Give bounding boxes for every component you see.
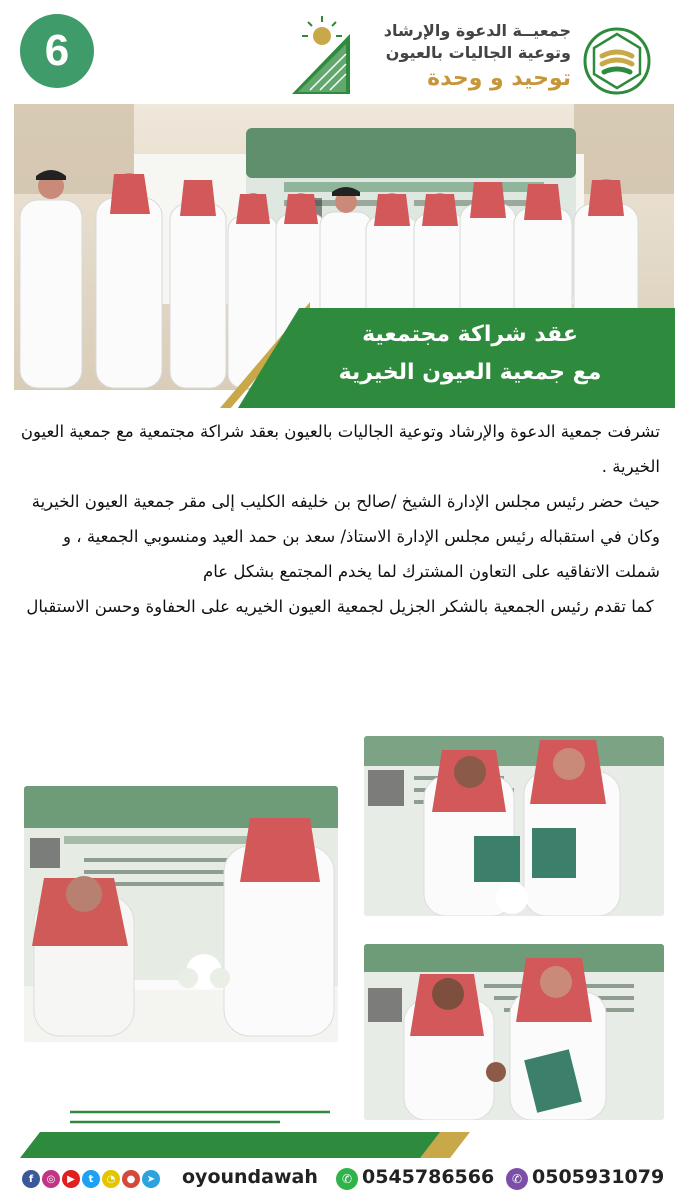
social-handle[interactable]: oyoundawah [182, 1166, 318, 1188]
org-slogan: توحيد و وحدة [427, 66, 571, 91]
hero-title [300, 316, 640, 392]
viber-number[interactable]: 0505931079 [532, 1166, 665, 1188]
signing-photo-illustration [24, 786, 338, 1042]
whatsapp-icon: ✆ [336, 1168, 358, 1190]
periscope-icon[interactable]: ● [122, 1170, 140, 1188]
signing-photo [24, 786, 338, 1042]
handshake-photo-top-illustration [364, 736, 664, 916]
article-body [20, 414, 660, 624]
hero-title-line1: عقد شراكة مجتمعية [362, 322, 578, 347]
handshake-photo-bottom-illustration [364, 944, 664, 1120]
telegram-icon[interactable]: ➤ [142, 1170, 160, 1188]
org-name-block [311, 20, 571, 94]
handshake-photo-bottom [364, 944, 664, 1120]
handshake-photo-top [364, 736, 664, 916]
youtube-icon[interactable]: ▶ [62, 1170, 80, 1188]
page-number-badge: 6 [20, 14, 94, 88]
instagram-icon[interactable]: ◎ [42, 1170, 60, 1188]
org-logo-icon [582, 26, 652, 96]
whatsapp-number[interactable]: 0545786566 [362, 1166, 495, 1188]
twitter-icon[interactable]: t [82, 1170, 100, 1188]
hero-title-line2: مع جمعية العيون الخيرية [338, 360, 602, 385]
org-name-line1: جمعيــة الدعوة والإرشاد [383, 21, 571, 40]
article-paragraph-2: حيث حضر رئيس مجلس الإدارة الشيخ /صالح بن خليفه الكليب إلى مقر جمعية العيون الخيرية وكان في استقباله رئيس مجلس الإدارة الاستاذ/ سعد بن حمد العيد ومنسوبي الجمعية ، و شملت الاتفاقيه على التعاون المشترك لما يخدم المجتمع بشكل عام [31, 492, 660, 581]
snapchat-icon[interactable]: ◔ [102, 1170, 120, 1188]
page-header [0, 0, 675, 104]
viber-icon: ✆ [506, 1168, 528, 1190]
org-name-line2: وتوعية الجاليات بالعيون [385, 43, 571, 62]
social-icons [22, 1170, 160, 1188]
contact-footer [0, 1162, 675, 1200]
article-paragraph-3: كما تقدم رئيس الجمعية بالشكر الجزيل لجمعية العيون الخيريه على الحفاوة وحسن الاستقبال [26, 597, 654, 616]
facebook-icon[interactable]: f [22, 1170, 40, 1188]
article-paragraph-1: تشرفت جمعية الدعوة والإرشاد وتوعية الجاليات بالعيون بعقد شراكة مجتمعية مع جمعية العيون الخيرية . [20, 422, 660, 476]
footer-divider-lines [70, 1108, 330, 1128]
footer-green-band [0, 1132, 675, 1158]
